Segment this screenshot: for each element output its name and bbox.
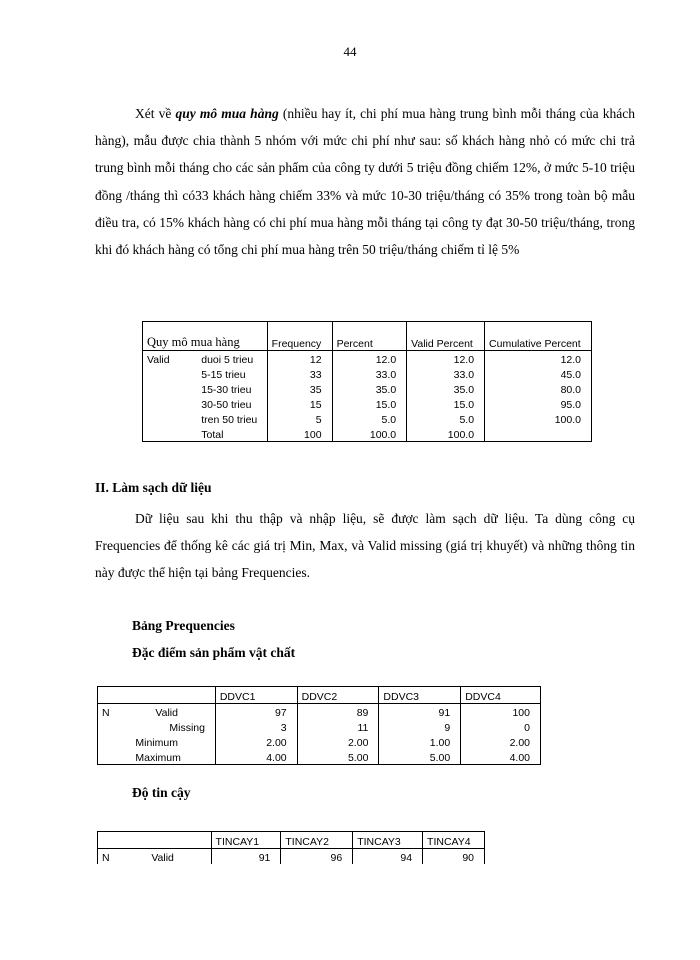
frequencies-heading: Bảng Prequencies <box>132 618 235 633</box>
paragraph-data-cleaning <box>95 505 635 587</box>
row-label: duoi 5 trieu <box>201 354 254 366</box>
group-label: Valid <box>143 351 198 367</box>
cell: 5.00 <box>379 749 461 765</box>
cell: 9 <box>379 719 461 734</box>
para1-lead: Xét về <box>135 106 176 121</box>
cell: 11 <box>297 719 379 734</box>
table-row <box>98 849 485 865</box>
row-label: 15-30 trieu <box>201 384 252 396</box>
column-header: TINCAY2 <box>281 832 353 849</box>
cell: 2.00 <box>297 734 379 749</box>
cell: 5 <box>267 411 332 426</box>
column-header: DDVC1 <box>215 687 297 704</box>
cell <box>485 426 592 442</box>
cell: 100.0 <box>332 426 407 442</box>
cell: 35.0 <box>332 381 407 396</box>
column-header: DDVC2 <box>297 687 379 704</box>
cell: 15.0 <box>407 396 485 411</box>
para1-rest: (nhiều hay ít, chi phí mua hàng trung bình mỗi tháng của khách hàng), mẫu được chia thành 5 nhóm với mức chi phí như sau: số khách hàng nhỏ có mức chi trả trung bình mỗi tháng cho các sản phẩm của công ty dưới 5 triệu đồng chiếm 12%, ở mức 5-10 triệu đồng /tháng thì có33 khách hàng chiếm 33% và mức 10-30 triệu/tháng có 35% trong toàn bộ mẫu điều tra, có 15% khách hàng có chi phí mua hàng mỗi tháng tại công ty đạt 30-50 triệu/tháng, trong khi đó khách hàng có tổng chi phí mua hàng trên 50 triệu/tháng chiếm tỉ lệ 5% <box>95 106 636 258</box>
cell: 3 <box>215 719 297 734</box>
row-label: 30-50 trieu <box>201 399 252 411</box>
cell: 35.0 <box>407 381 485 396</box>
row-label: Valid <box>155 707 178 719</box>
cell: 90 <box>423 849 485 865</box>
row-label: tren 50 trieu <box>201 414 258 426</box>
cell: 1.00 <box>379 734 461 749</box>
cell: 15 <box>267 396 332 411</box>
table-row <box>98 704 541 720</box>
cell: 2.00 <box>215 734 297 749</box>
cell: 97 <box>215 704 297 720</box>
column-header: TINCAY1 <box>211 832 281 849</box>
column-header: TINCAY4 <box>423 832 485 849</box>
purchase-scale-table <box>142 321 592 442</box>
table-row <box>143 411 592 426</box>
cell: 5.0 <box>332 411 407 426</box>
cell: 4.00 <box>215 749 297 765</box>
column-header: DDVC3 <box>379 687 461 704</box>
row-label: Total <box>197 426 267 442</box>
reliability-heading: Độ tin cậy <box>132 785 191 800</box>
cell: 5.00 <box>297 749 379 765</box>
cell: 2.00 <box>461 734 541 749</box>
table-row <box>143 381 592 396</box>
paragraph-purchase-scale <box>95 100 635 263</box>
n-label: N <box>98 704 132 720</box>
column-header: Valid Percent <box>407 322 485 351</box>
n-label: N <box>98 849 132 865</box>
tincay-table <box>97 831 485 864</box>
column-header: TINCAY3 <box>353 832 423 849</box>
cell: 12.0 <box>485 351 592 367</box>
row-label: Maximum <box>131 749 215 765</box>
cell: 33.0 <box>332 366 407 381</box>
table-row <box>143 426 592 442</box>
table-header-row <box>98 832 485 849</box>
cell: 12.0 <box>407 351 485 367</box>
row-label: Missing <box>169 722 205 734</box>
cell: 5.0 <box>407 411 485 426</box>
column-header: Cumulative Percent <box>485 322 592 351</box>
cell: 12.0 <box>332 351 407 367</box>
cell: 94 <box>353 849 423 865</box>
table-row <box>98 734 541 749</box>
cell: 100 <box>461 704 541 720</box>
page-number: 44 <box>343 44 357 59</box>
cell: 45.0 <box>485 366 592 381</box>
table-row <box>143 351 592 367</box>
cell: 4.00 <box>461 749 541 765</box>
row-label: Valid <box>151 852 174 864</box>
table-row <box>98 719 541 734</box>
cell: 91 <box>211 849 281 865</box>
table-header-row <box>143 322 592 351</box>
cell: 12 <box>267 351 332 367</box>
cell: 96 <box>281 849 353 865</box>
cell: 100.0 <box>485 411 592 426</box>
para1-emphasis: quy mô mua hàng <box>175 106 279 121</box>
row-label: 5-15 trieu <box>201 369 246 381</box>
table-title: Quy mô mua hàng <box>143 322 268 351</box>
cell: 35 <box>267 381 332 396</box>
column-header: Percent <box>332 322 407 351</box>
cell: 15.0 <box>332 396 407 411</box>
cell: 0 <box>461 719 541 734</box>
cell: 100.0 <box>407 426 485 442</box>
cell: 100 <box>267 426 332 442</box>
column-header: Frequency <box>267 322 332 351</box>
table-header-row <box>98 687 541 704</box>
cell: 91 <box>379 704 461 720</box>
table-row <box>98 749 541 765</box>
cell: 95.0 <box>485 396 592 411</box>
physical-product-heading: Đặc điểm sản phẩm vật chất <box>132 645 296 660</box>
cell: 89 <box>297 704 379 720</box>
cell: 33 <box>267 366 332 381</box>
cell: 80.0 <box>485 381 592 396</box>
table-row <box>143 366 592 381</box>
ddvc-table <box>97 686 541 765</box>
section-heading: II. Làm sạch dữ liệu <box>95 480 212 495</box>
cell: 33.0 <box>407 366 485 381</box>
table-row <box>143 396 592 411</box>
row-label: Minimum <box>135 737 178 749</box>
section2-text: Dữ liệu sau khi thu thập và nhập liệu, sẽ được làm sạch dữ liệu. Ta dùng công cụ Frequencies để thống kê các giá trị Min, Max, và Valid missing (giá trị khuyết) và những thông tin này được thể hiện tại bảng Frequencies. <box>95 511 635 581</box>
column-header: DDVC4 <box>461 687 541 704</box>
